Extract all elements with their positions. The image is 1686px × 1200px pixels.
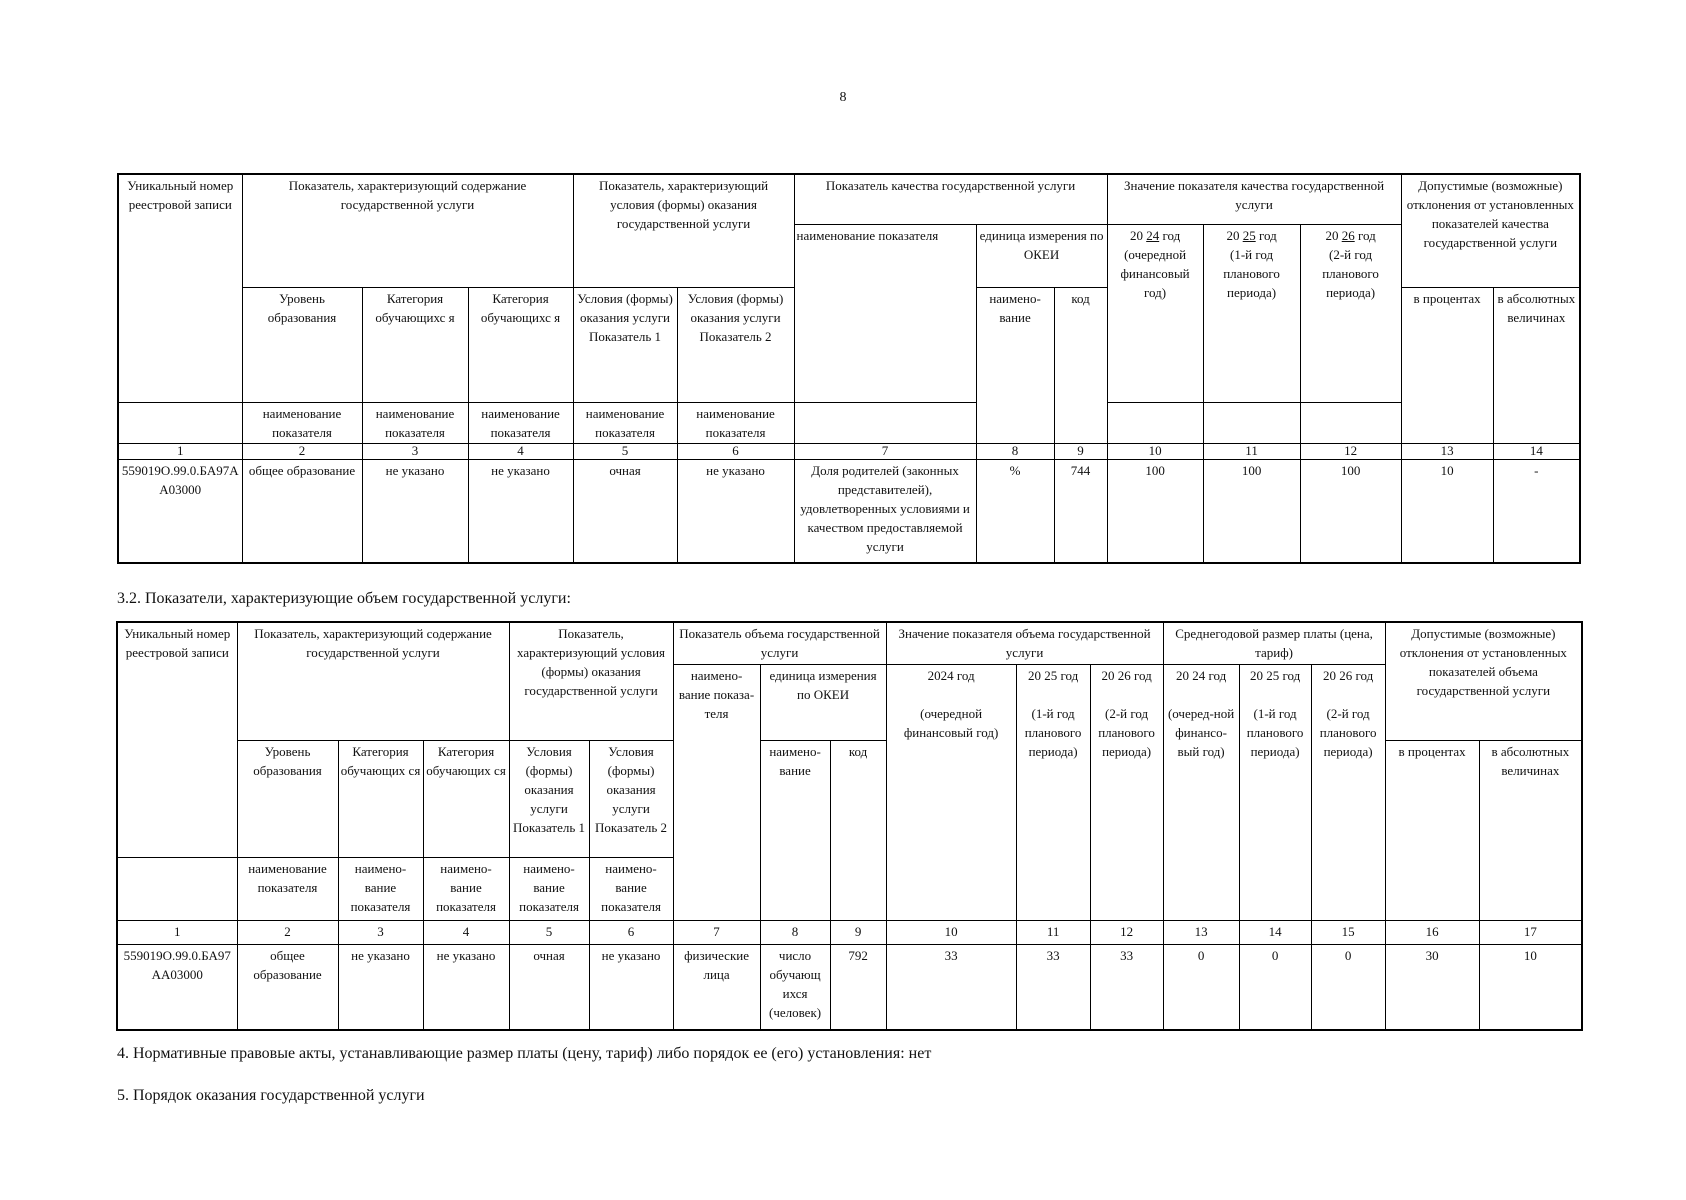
header-value-2026: 20 26 год (2-й год планового периода) bbox=[1090, 664, 1163, 920]
cell-deviation-percent: 10 bbox=[1401, 459, 1493, 563]
header-indicator-name: наименование показателя bbox=[794, 224, 976, 402]
column-number: 16 bbox=[1385, 920, 1479, 944]
cell-condition-2: не указано bbox=[677, 459, 794, 563]
header-content-indicator: Показатель, характеризующий содержание государственной услуги bbox=[237, 622, 509, 740]
column-number: 3 bbox=[338, 920, 423, 944]
cell-education-level: общее образование bbox=[242, 459, 362, 563]
column-number: 1 bbox=[117, 920, 237, 944]
column-number: 2 bbox=[242, 443, 362, 459]
header-condition-1: Условия (формы) оказания услуги Показатель 1 bbox=[573, 287, 677, 402]
header-condition-1: Условия (формы) оказания услуги Показатель 1 bbox=[509, 740, 589, 857]
column-number: 11 bbox=[1203, 443, 1300, 459]
header-absolute: в абсолютных величинах bbox=[1493, 287, 1580, 443]
header-unit-code: код bbox=[1054, 287, 1107, 443]
header-blank bbox=[1203, 402, 1300, 443]
column-number: 14 bbox=[1239, 920, 1311, 944]
column-number: 8 bbox=[760, 920, 830, 944]
cell-registry-number: 559019О.99.0.БА97АА03000 bbox=[117, 944, 237, 1030]
column-number: 10 bbox=[886, 920, 1016, 944]
header-blank bbox=[117, 857, 237, 920]
column-number: 14 bbox=[1493, 443, 1580, 459]
cell-unit-name: % bbox=[976, 459, 1054, 563]
header-average-fee: Среднегодовой размер платы (цена, тариф) bbox=[1163, 622, 1385, 664]
header-blank bbox=[1300, 402, 1401, 443]
header-deviation: Допустимые (возможные) отклонения от установленных показателей качества государственной услуги bbox=[1401, 174, 1580, 287]
column-number: 9 bbox=[1054, 443, 1107, 459]
column-number: 8 bbox=[976, 443, 1054, 459]
subheader-indicator-name: наименование показателя bbox=[237, 857, 338, 920]
section-3-2-caption: 3.2. Показатели, характеризующие объем государственной услуги: bbox=[117, 590, 571, 607]
cell-value-2025: 33 bbox=[1016, 944, 1090, 1030]
header-fee-2025: 20 25 год (1-й год планового периода) bbox=[1239, 664, 1311, 920]
header-student-category-1: Категория обучающих ся bbox=[338, 740, 423, 857]
header-year-2024: 20 24 год (очередной финансовый год) bbox=[1107, 224, 1203, 402]
column-number: 1 bbox=[118, 443, 242, 459]
cell-value-2024: 33 bbox=[886, 944, 1016, 1030]
header-absolute: в абсолютных величинах bbox=[1479, 740, 1582, 920]
header-value-2024: 2024 год (очередной финансовый год) bbox=[886, 664, 1016, 920]
cell-value-2026: 33 bbox=[1090, 944, 1163, 1030]
page-number: 8 bbox=[839, 90, 847, 105]
header-year-2025: 20 25 год (1-й год планового периода) bbox=[1203, 224, 1300, 402]
header-fee-2024: 20 24 год (очеред-ной финансо-вый год) bbox=[1163, 664, 1239, 920]
header-conditions-indicator: Показатель, характеризующий условия (формы) оказания государственной услуги bbox=[509, 622, 673, 740]
cell-condition-1: очная bbox=[509, 944, 589, 1030]
header-value-2025: 20 25 год (1-й год планового периода) bbox=[1016, 664, 1090, 920]
cell-indicator-name: физические лица bbox=[673, 944, 760, 1030]
header-deviation: Допустимые (возможные) отклонения от установленных показателей объема государственной услуги bbox=[1385, 622, 1582, 740]
subheader-indicator-name: наименование показателя bbox=[573, 402, 677, 443]
column-number: 2 bbox=[237, 920, 338, 944]
header-blank bbox=[1107, 402, 1203, 443]
header-percent: в процентах bbox=[1401, 287, 1493, 443]
cell-unit-name: число обучающ ихся (человек) bbox=[760, 944, 830, 1030]
cell-deviation-percent: 30 bbox=[1385, 944, 1479, 1030]
subheader-indicator-name: наименование показателя bbox=[362, 402, 468, 443]
column-number: 5 bbox=[573, 443, 677, 459]
header-year-2026: 20 26 год (2-й год планового периода) bbox=[1300, 224, 1401, 402]
cell-value-2024: 100 bbox=[1107, 459, 1203, 563]
header-unit-name: наимено-вание bbox=[976, 287, 1054, 443]
header-student-category-2: Категория обучающих ся bbox=[423, 740, 509, 857]
column-number: 3 bbox=[362, 443, 468, 459]
column-number: 7 bbox=[673, 920, 760, 944]
header-unit-code: код bbox=[830, 740, 886, 920]
subheader-indicator-name: наимено-вание показателя bbox=[509, 857, 589, 920]
header-condition-2: Условия (формы) оказания услуги Показатель 2 bbox=[589, 740, 673, 857]
cell-fee-2026: 0 bbox=[1311, 944, 1385, 1030]
header-education-level: Уровень образования bbox=[242, 287, 362, 402]
header-blank bbox=[118, 402, 242, 443]
section-4-text: 4. Нормативные правовые акты, устанавливающие размер платы (цену, тариф) либо порядок ее (его) установления: нет bbox=[117, 1045, 932, 1062]
subheader-indicator-name: наимено-вание показателя bbox=[423, 857, 509, 920]
header-volume-indicator: Показатель объема государственной услуги bbox=[673, 622, 886, 664]
column-number: 12 bbox=[1300, 443, 1401, 459]
header-content-indicator: Показатель, характеризующий содержание государственной услуги bbox=[242, 174, 573, 287]
volume-indicators-table bbox=[116, 621, 1583, 1031]
quality-indicators-table bbox=[117, 173, 1581, 564]
header-indicator-name: наимено-вание показа-теля bbox=[673, 664, 760, 920]
table-row bbox=[118, 459, 1580, 563]
column-number: 11 bbox=[1016, 920, 1090, 944]
cell-category-2: не указано bbox=[423, 944, 509, 1030]
column-number: 13 bbox=[1401, 443, 1493, 459]
cell-unit-code: 744 bbox=[1054, 459, 1107, 563]
header-student-category-1: Категория обучающихс я bbox=[362, 287, 468, 402]
cell-value-2026: 100 bbox=[1300, 459, 1401, 563]
column-number: 10 bbox=[1107, 443, 1203, 459]
cell-category-1: не указано bbox=[362, 459, 468, 563]
cell-registry-number: 559019О.99.0.БА97АА03000 bbox=[118, 459, 242, 563]
cell-deviation-absolute: 10 bbox=[1479, 944, 1582, 1030]
cell-condition-2: не указано bbox=[589, 944, 673, 1030]
column-number: 5 bbox=[509, 920, 589, 944]
header-volume-value: Значение показателя объема государственной услуги bbox=[886, 622, 1163, 664]
column-number: 6 bbox=[589, 920, 673, 944]
cell-deviation-absolute: - bbox=[1493, 459, 1580, 563]
header-conditions-indicator: Показатель, характеризующий условия (формы) оказания государственной услуги bbox=[573, 174, 794, 287]
table-row bbox=[117, 944, 1582, 1030]
header-unit-name: наимено-вание bbox=[760, 740, 830, 920]
cell-fee-2025: 0 bbox=[1239, 944, 1311, 1030]
column-number: 6 bbox=[677, 443, 794, 459]
header-percent: в процентах bbox=[1385, 740, 1479, 920]
header-condition-2: Условия (формы) оказания услуги Показатель 2 bbox=[677, 287, 794, 402]
cell-unit-code: 792 bbox=[830, 944, 886, 1030]
cell-category-1: не указано bbox=[338, 944, 423, 1030]
cell-indicator-name: Доля родителей (законных представителей), удовлетворенных условиями и качеством предоставляемой услуги bbox=[794, 459, 976, 563]
header-education-level: Уровень образования bbox=[237, 740, 338, 857]
cell-condition-1: очная bbox=[573, 459, 677, 563]
header-blank bbox=[794, 402, 976, 443]
header-unit-okei: единица измерения по ОКЕИ bbox=[976, 224, 1107, 287]
column-number: 7 bbox=[794, 443, 976, 459]
header-quality-indicator: Показатель качества государственной услуги bbox=[794, 174, 1107, 224]
subheader-indicator-name: наименование показателя bbox=[677, 402, 794, 443]
subheader-indicator-name: наименование показателя bbox=[468, 402, 573, 443]
cell-value-2025: 100 bbox=[1203, 459, 1300, 563]
section-5-heading: 5. Порядок оказания государственной услуги bbox=[117, 1087, 425, 1104]
cell-education-level: общее образование bbox=[237, 944, 338, 1030]
column-number: 4 bbox=[468, 443, 573, 459]
column-number: 4 bbox=[423, 920, 509, 944]
column-number: 15 bbox=[1311, 920, 1385, 944]
column-number: 12 bbox=[1090, 920, 1163, 944]
header-student-category-2: Категория обучающихс я bbox=[468, 287, 573, 402]
header-unique-number: Уникальный номер реестровой записи bbox=[117, 622, 237, 857]
column-number: 13 bbox=[1163, 920, 1239, 944]
subheader-indicator-name: наименование показателя bbox=[242, 402, 362, 443]
header-quality-value: Значение показателя качества государственной услуги bbox=[1107, 174, 1401, 224]
header-fee-2026: 20 26 год (2-й год планового периода) bbox=[1311, 664, 1385, 920]
subheader-indicator-name: наимено-вание показателя bbox=[589, 857, 673, 920]
cell-category-2: не указано bbox=[468, 459, 573, 563]
subheader-indicator-name: наимено-вание показателя bbox=[338, 857, 423, 920]
cell-fee-2024: 0 bbox=[1163, 944, 1239, 1030]
header-unique-number: Уникальный номер реестровой записи bbox=[118, 174, 242, 402]
column-number: 17 bbox=[1479, 920, 1582, 944]
header-unit-okei: единица измерения по ОКЕИ bbox=[760, 664, 886, 740]
column-number: 9 bbox=[830, 920, 886, 944]
